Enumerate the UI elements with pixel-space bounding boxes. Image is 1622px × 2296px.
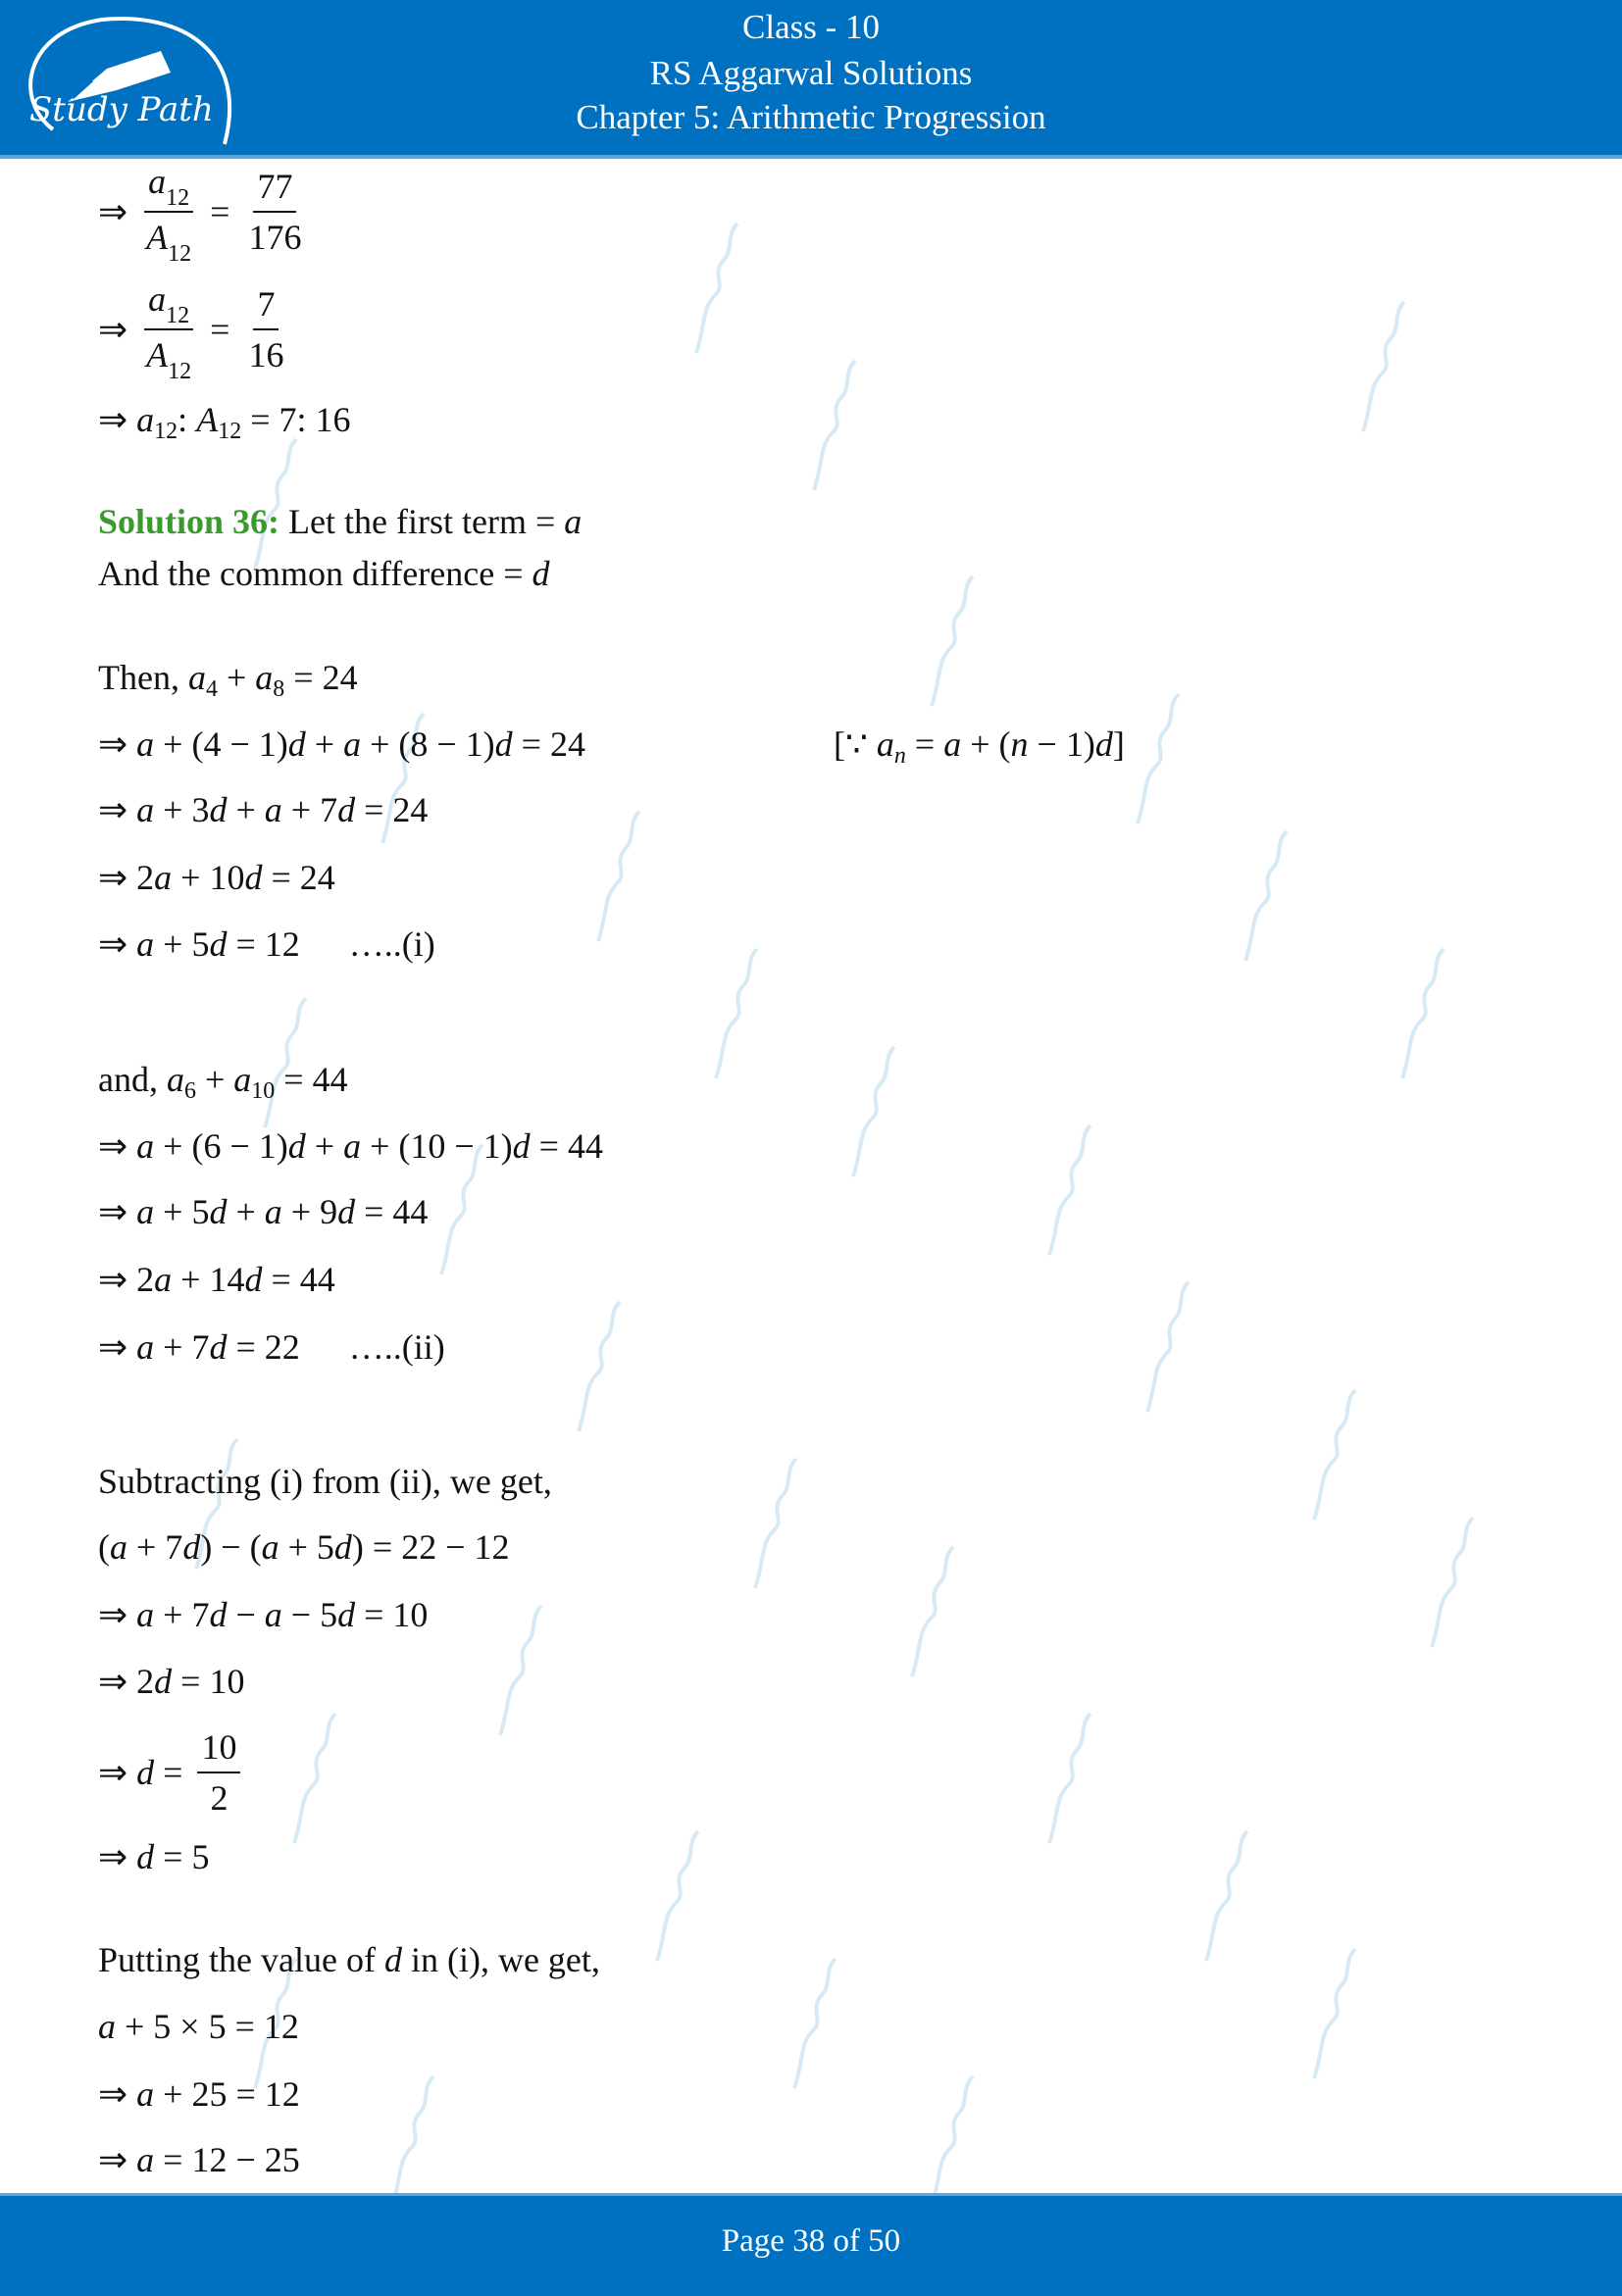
page-footer: [0, 2193, 1622, 2296]
watermark-icon: [1393, 941, 1451, 1088]
variable: a: [264, 1595, 282, 1634]
text: + 5: [154, 924, 210, 964]
text: ⇒: [98, 1595, 137, 1634]
text: + 5: [279, 1527, 334, 1567]
text: + (8 − 1): [361, 724, 495, 764]
equation-tag: …..(ii): [348, 1327, 445, 1367]
variable: d: [244, 1260, 263, 1299]
logo-text: Study Path: [29, 90, 214, 129]
fraction: [244, 279, 287, 379]
text: ⇒: [98, 1192, 137, 1231]
equation-line: [98, 785, 428, 834]
variable: A: [146, 218, 169, 257]
variable: a: [166, 1060, 184, 1099]
text: = 22: [227, 1327, 300, 1367]
variable: d: [383, 1940, 402, 1979]
watermark-icon: [706, 941, 765, 1088]
subscript: 6: [183, 1077, 196, 1104]
subscript: 12: [218, 418, 242, 444]
equation-line: [98, 1657, 244, 1706]
variable: a: [136, 1126, 155, 1166]
text: Let the first term =: [279, 502, 565, 541]
variable: d: [209, 790, 228, 829]
equation-line: [98, 1122, 603, 1171]
denominator: [206, 1773, 231, 1822]
text: = 24: [512, 724, 585, 764]
subscript: n: [893, 742, 906, 769]
text: =: [154, 1753, 192, 1792]
text: = 44: [355, 1192, 429, 1231]
text: ) = 22 − 12: [351, 1527, 510, 1567]
equation-line: [98, 2135, 300, 2184]
equation-line: [98, 497, 582, 546]
text: ⇒ 2: [98, 1260, 155, 1299]
text: Subtracting (i) from (ii), we get,: [98, 1462, 552, 1501]
variable: a: [136, 724, 155, 764]
variable: a: [136, 1192, 155, 1231]
text: ⇒: [98, 724, 137, 764]
subscript: 12: [166, 303, 190, 328]
text: + 25 = 12: [154, 2074, 300, 2114]
text: + (4 − 1): [154, 724, 288, 764]
text: (: [98, 1527, 110, 1567]
text: ⇒: [98, 2140, 137, 2179]
fraction: [244, 162, 305, 262]
variable: a: [264, 790, 282, 829]
equation-line: [98, 853, 335, 902]
fraction: [142, 275, 195, 384]
watermark-icon: [745, 1451, 804, 1598]
variable: a: [255, 658, 274, 697]
equation-line: [98, 1055, 348, 1104]
text: + 7: [127, 1527, 183, 1567]
equation-line: [98, 162, 311, 267]
variable: d: [494, 724, 513, 764]
watermark-icon: [284, 1706, 343, 1853]
watermark-icon: [1039, 1706, 1098, 1853]
text: + 3: [154, 790, 210, 829]
text: in (i), we get,: [401, 1940, 600, 1979]
variable: d: [337, 1595, 356, 1634]
variable: d: [244, 858, 263, 897]
variable: d: [154, 1662, 173, 1701]
watermark-icon: [1039, 1118, 1098, 1265]
equation-tag: …..(i): [348, 924, 435, 964]
fraction: [142, 157, 195, 267]
text: ⇒ 2: [98, 1662, 155, 1701]
variable: a: [233, 1060, 252, 1099]
variable: d: [512, 1126, 531, 1166]
variable: A: [146, 335, 169, 374]
equation-line: [98, 1590, 428, 1639]
watermark-icon: [1304, 1941, 1363, 2088]
variable: a: [943, 724, 962, 764]
text: 16: [248, 335, 284, 374]
variable: d: [287, 724, 306, 764]
equation-line: [98, 653, 358, 702]
watermark-icon: [922, 569, 981, 716]
text: ⇒: [98, 1753, 137, 1792]
text: +: [227, 790, 265, 829]
variable: a: [148, 279, 167, 319]
variable: a: [187, 658, 206, 697]
watermark-icon: [647, 1823, 706, 1971]
subscript: 12: [168, 359, 192, 384]
watermark-icon: [1353, 294, 1412, 441]
text: + 10: [172, 858, 245, 897]
text: +: [305, 1126, 344, 1166]
variable: a: [343, 724, 362, 764]
subscript: 12: [168, 241, 192, 267]
equation-line: [98, 1255, 335, 1304]
text: ⇒: [98, 1126, 137, 1166]
watermark-icon: [490, 1598, 549, 1745]
variable: d: [532, 554, 550, 593]
page-number: Page 38 of 50: [721, 2223, 901, 2259]
subscript: 10: [251, 1077, 276, 1104]
variable: d: [209, 1595, 228, 1634]
watermark-icon: [804, 353, 863, 500]
watermark-icon: [1128, 686, 1187, 833]
text: =: [201, 192, 239, 231]
text: + 5 × 5 = 12: [116, 2007, 299, 2046]
text: 10: [201, 1727, 237, 1767]
variable: d: [337, 1192, 356, 1231]
text: + (6 − 1): [154, 1126, 288, 1166]
equation-line: [98, 1832, 209, 1881]
text: = 44: [530, 1126, 603, 1166]
denominator: [142, 213, 195, 267]
numerator: [197, 1722, 240, 1773]
equation-line: [98, 2002, 299, 2051]
text: =: [201, 310, 239, 349]
text: :: [177, 400, 197, 439]
text: = 24: [284, 658, 358, 697]
text: ⇒: [98, 310, 137, 349]
text: Then,: [98, 658, 188, 697]
variable: d: [209, 1192, 228, 1231]
watermark-icon: [1196, 1823, 1255, 1971]
variable: d: [209, 924, 228, 964]
text: + 14: [172, 1260, 245, 1299]
variable: n: [1010, 724, 1029, 764]
watermark-icon: [1422, 1510, 1481, 1657]
text: +: [227, 1192, 265, 1231]
header-book: RS Aggarwal Solutions: [649, 54, 973, 92]
equation-line: [98, 1187, 428, 1236]
subscript: 12: [166, 185, 190, 211]
formula-note: [834, 720, 1125, 769]
variable: d: [182, 1527, 201, 1567]
subscript: 12: [154, 418, 178, 444]
text: ⇒: [98, 790, 137, 829]
subscript: 4: [205, 675, 218, 702]
variable: a: [136, 2140, 155, 2179]
numerator: [144, 275, 193, 330]
text: = 24: [262, 858, 335, 897]
watermark-icon: [1138, 1274, 1196, 1422]
equation-line: [98, 1323, 445, 1372]
equation-line: [98, 920, 435, 969]
variable: d: [1094, 724, 1113, 764]
variable: d: [287, 1126, 306, 1166]
watermark-icon: [1304, 1382, 1363, 1529]
equation-line: [98, 395, 351, 444]
text: + 7: [281, 790, 338, 829]
equation-line: [98, 1727, 246, 1818]
text: +: [195, 1060, 234, 1099]
watermark-icon: [785, 1951, 843, 2098]
text: = 10: [172, 1662, 245, 1701]
header-chapter: Chapter 5: Arithmetic Progression: [576, 98, 1046, 136]
text: −: [227, 1595, 265, 1634]
variable: a: [264, 1192, 282, 1231]
denominator: [244, 330, 287, 379]
watermark-icon: [902, 1539, 961, 1686]
text: = 44: [275, 1060, 348, 1099]
variable: a: [136, 400, 155, 439]
text: 7: [257, 284, 276, 324]
text: = 44: [262, 1260, 335, 1299]
variable: d: [136, 1837, 155, 1876]
text: [∵: [834, 724, 877, 764]
text: 176: [248, 218, 302, 257]
variable: a: [136, 2074, 155, 2114]
header-class: Class - 10: [742, 8, 880, 46]
text: ⇒: [98, 1837, 137, 1876]
watermark-icon: [569, 1294, 628, 1441]
page-header: [0, 0, 1622, 159]
variable: a: [148, 162, 167, 201]
text: Putting the value of: [98, 1940, 384, 1979]
text: ]: [1112, 724, 1125, 764]
text: + 5: [154, 1192, 210, 1231]
numerator: [253, 162, 296, 213]
text: − 5: [281, 1595, 338, 1634]
watermark-icon: [1236, 824, 1294, 971]
equation-line: [98, 1522, 510, 1572]
text: ⇒: [98, 2074, 137, 2114]
watermark-icon: [588, 804, 647, 951]
text: and,: [98, 1060, 167, 1099]
variable: a: [136, 924, 155, 964]
variable: a: [876, 724, 894, 764]
text: = 10: [355, 1595, 429, 1634]
variable: a: [154, 1260, 173, 1299]
variable: a: [136, 1327, 155, 1367]
watermark-icon: [843, 1039, 902, 1186]
equation-line: [98, 2070, 300, 2119]
equation-line: [98, 1457, 552, 1506]
variable: a: [98, 2007, 116, 2046]
variable: A: [196, 400, 219, 439]
text: = 12 − 25: [154, 2140, 300, 2179]
text: And the common difference =: [98, 554, 532, 593]
denominator: [244, 213, 305, 262]
text: + 9: [281, 1192, 338, 1231]
numerator: [144, 157, 193, 213]
variable: a: [136, 790, 155, 829]
watermark-icon: [686, 216, 745, 363]
variable: d: [136, 1753, 155, 1792]
equation-line: [98, 549, 550, 598]
subscript: 8: [273, 675, 285, 702]
text: − 1): [1028, 724, 1095, 764]
text: ⇒: [98, 1327, 137, 1367]
variable: a: [110, 1527, 127, 1567]
text: + 7: [154, 1595, 210, 1634]
text: = 5: [154, 1837, 210, 1876]
variable: a: [136, 1595, 155, 1634]
text: +: [305, 724, 344, 764]
variable: d: [333, 1527, 352, 1567]
fraction: [197, 1722, 240, 1822]
equation-line: [98, 720, 585, 769]
variable: d: [209, 1327, 228, 1367]
equation-line: [98, 1935, 600, 1984]
variable: d: [337, 790, 356, 829]
text: 77: [257, 167, 293, 206]
text: = 24: [355, 790, 429, 829]
text: ⇒ 2: [98, 858, 155, 897]
numerator: [253, 279, 279, 330]
denominator: [142, 330, 195, 384]
text: +: [217, 658, 256, 697]
text: =: [905, 724, 944, 764]
text: + (: [961, 724, 1011, 764]
text: ) − (: [200, 1527, 262, 1567]
text: = 7: 16: [241, 400, 351, 439]
text: ⇒: [98, 400, 137, 439]
text: = 12: [227, 924, 300, 964]
text: ⇒: [98, 192, 137, 231]
variable: a: [343, 1126, 362, 1166]
variable: a: [261, 1527, 279, 1567]
variable: a: [564, 502, 583, 541]
variable: a: [154, 858, 173, 897]
text: + (10 − 1): [361, 1126, 513, 1166]
solution-label: Solution 36:: [98, 502, 280, 541]
equation-line: [98, 279, 293, 384]
text: + 7: [154, 1327, 210, 1367]
text: ⇒: [98, 924, 137, 964]
text: 2: [210, 1778, 228, 1818]
